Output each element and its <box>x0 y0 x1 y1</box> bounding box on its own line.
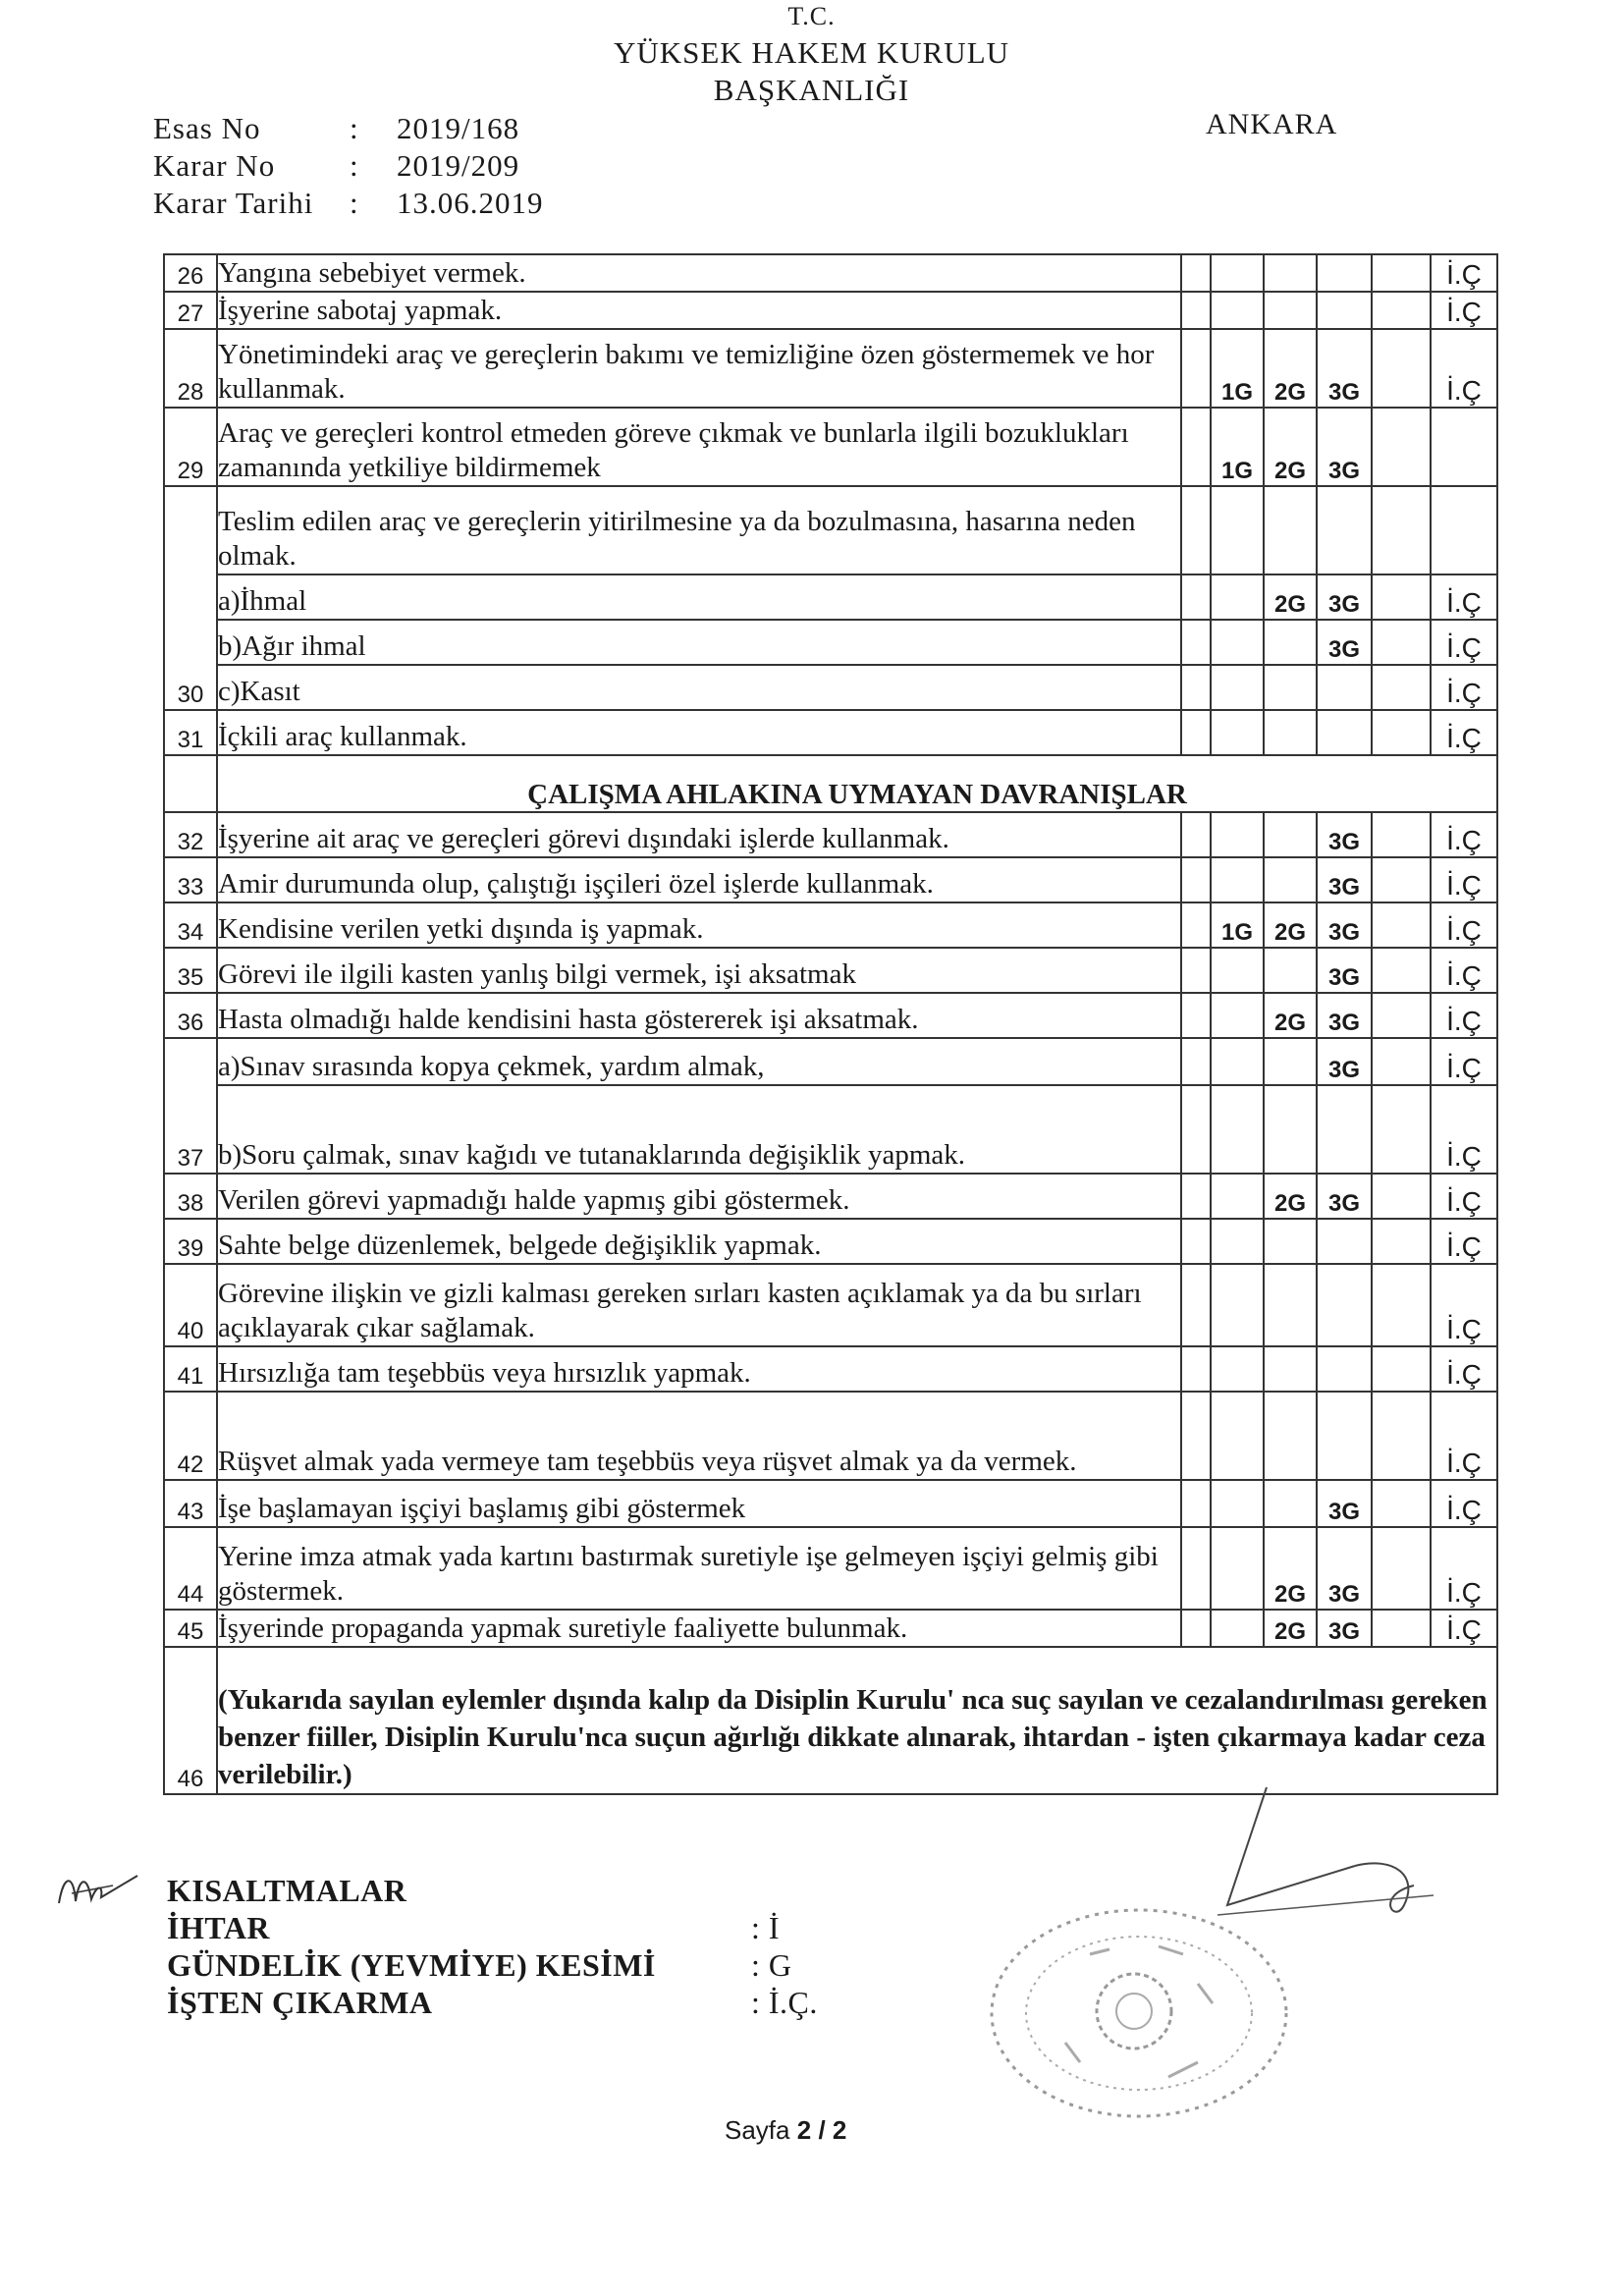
penalty-ihtar-cell <box>1372 993 1431 1038</box>
penalty-1g <box>1211 1038 1264 1085</box>
penalty-dismissal: İ.Ç <box>1431 1264 1497 1346</box>
table-row <box>164 292 1497 329</box>
table-row <box>164 812 1497 857</box>
penalty-3g: 3G <box>1317 812 1372 857</box>
row-number: 38 <box>164 1174 217 1219</box>
row-description: a)Sınav sırasında kopya çekmek, yardım almak, <box>217 1038 1181 1085</box>
penalty-2g: 2G <box>1264 993 1317 1038</box>
row-description: b)Soru çalmak, sınav kağıdı ve tutanaklarında değişiklik yapmak. <box>217 1085 1181 1174</box>
penalty-1g <box>1211 1085 1264 1174</box>
penalty-1g <box>1211 857 1264 902</box>
meta-key: Karar No <box>153 148 276 183</box>
row-number: 43 <box>164 1480 217 1527</box>
penalty-ihtar-cell <box>1372 1392 1431 1480</box>
table-row <box>164 1480 1497 1527</box>
row-description: Görevi ile ilgili kasten yanlış bilgi vermek, işi aksatmak <box>217 948 1181 993</box>
row-description: Sahte belge düzenlemek, belgede değişiklik yapmak. <box>217 1219 1181 1264</box>
row-number: 46 <box>164 1647 217 1794</box>
penalty-1g <box>1211 1219 1264 1264</box>
row-number: 32 <box>164 812 217 857</box>
meta-row-tarih: Karar Tarihi : 13.06.2019 <box>153 186 544 220</box>
penalty-dismissal: İ.Ç <box>1431 1392 1497 1480</box>
penalty-3g <box>1317 1085 1372 1174</box>
penalty-1g <box>1211 710 1264 755</box>
table-row <box>164 574 1497 620</box>
official-seal-stamp <box>972 1895 1306 2131</box>
header-tc: T.C. <box>787 2 836 30</box>
penalty-1g: 1G <box>1211 902 1264 948</box>
penalty-2g <box>1264 620 1317 665</box>
discipline-table <box>163 253 1498 1795</box>
row-number: 44 <box>164 1527 217 1610</box>
penalty-2g <box>1264 292 1317 329</box>
row-description: İşyerine sabotaj yapmak. <box>217 292 1181 329</box>
penalty-ihtar-cell <box>1372 574 1431 620</box>
penalty-dismissal <box>1431 408 1497 486</box>
section-header-row <box>164 755 1497 812</box>
penalty-3g <box>1317 665 1372 710</box>
row-description: Verilen görevi yapmadığı halde yapmış gibi göstermek. <box>217 1174 1181 1219</box>
penalty-ihtar-cell <box>1372 1610 1431 1647</box>
penalty-empty-cell <box>1181 620 1211 665</box>
penalty-2g: 2G <box>1264 574 1317 620</box>
penalty-ihtar-cell <box>1372 948 1431 993</box>
meta-value: 13.06.2019 <box>397 186 544 220</box>
penalty-ihtar-cell <box>1372 1038 1431 1085</box>
penalty-empty-cell <box>1181 1264 1211 1346</box>
row-description: Hırsızlığa tam teşebbüs veya hırsızlık yapmak. <box>217 1346 1181 1392</box>
penalty-empty-cell <box>1181 408 1211 486</box>
penalty-1g <box>1211 620 1264 665</box>
abbreviation-row: İŞTEN ÇIKARMA : İ.Ç. <box>167 1985 818 2020</box>
table-row <box>164 948 1497 993</box>
penalty-1g <box>1211 1610 1264 1647</box>
penalty-3g: 3G <box>1317 1527 1372 1610</box>
row-description: Amir durumunda olup, çalıştığı işçileri özel işlerde kullanmak. <box>217 857 1181 902</box>
penalty-dismissal: İ.Ç <box>1431 1038 1497 1085</box>
penalty-empty-cell <box>1181 1610 1211 1647</box>
row-number: 27 <box>164 292 217 329</box>
penalty-ihtar-cell <box>1372 292 1431 329</box>
abbreviations <box>167 1872 818 2021</box>
penalty-ihtar-cell <box>1372 665 1431 710</box>
penalty-dismissal: İ.Ç <box>1431 1527 1497 1610</box>
meta-key: Karar Tarihi <box>153 186 314 220</box>
penalty-ihtar-cell <box>1372 710 1431 755</box>
row-description: Hasta olmadığı halde kendisini hasta göstererek işi aksatmak. <box>217 993 1181 1038</box>
penalty-3g <box>1317 710 1372 755</box>
row-number: 41 <box>164 1346 217 1392</box>
penalty-2g: 2G <box>1264 902 1317 948</box>
table-row <box>164 1038 1497 1085</box>
page-number: Sayfa 2 / 2 <box>725 2115 847 2145</box>
penalty-1g <box>1211 1527 1264 1610</box>
penalty-1g <box>1211 1174 1264 1219</box>
table-row <box>164 1346 1497 1392</box>
abbreviations-title: KISALTMALAR <box>167 1873 407 1908</box>
row-number: 34 <box>164 902 217 948</box>
penalty-2g <box>1264 486 1317 574</box>
penalty-1g <box>1211 812 1264 857</box>
row-description: Yerine imza atmak yada kartını bastırmak suretiyle işe gelmeyen işçiyi gelmiş gibi göstermek. <box>217 1527 1181 1610</box>
institution-department: BAŞKANLIĞI <box>713 73 910 107</box>
penalty-3g <box>1317 292 1372 329</box>
penalty-empty-cell <box>1181 857 1211 902</box>
meta-value: 2019/209 <box>397 148 520 183</box>
meta-key: Esas No <box>153 111 261 145</box>
row-description: Görevine ilişkin ve gizli kalması gereken sırları kasten açıklamak ya da bu sırları açıklayarak çıkar sağlamak. <box>217 1264 1181 1346</box>
penalty-ihtar-cell <box>1372 620 1431 665</box>
penalty-3g: 3G <box>1317 902 1372 948</box>
penalty-ihtar-cell <box>1372 408 1431 486</box>
penalty-ihtar-cell <box>1372 812 1431 857</box>
penalty-2g <box>1264 710 1317 755</box>
penalty-3g <box>1317 1264 1372 1346</box>
penalty-2g <box>1264 254 1317 292</box>
row-description: Kendisine verilen yetki dışında iş yapmak. <box>217 902 1181 948</box>
penalty-3g <box>1317 1219 1372 1264</box>
row-number: 26 <box>164 254 217 292</box>
penalty-ihtar-cell <box>1372 902 1431 948</box>
penalty-3g <box>1317 486 1372 574</box>
table-row <box>164 1527 1497 1610</box>
penalty-1g <box>1211 665 1264 710</box>
table-row <box>164 1264 1497 1346</box>
penalty-empty-cell <box>1181 902 1211 948</box>
meta-row-karar: Karar No : 2019/209 <box>153 148 520 183</box>
penalty-dismissal: İ.Ç <box>1431 1346 1497 1392</box>
initials-signature <box>54 1864 142 1913</box>
row-number: 45 <box>164 1610 217 1647</box>
table-row <box>164 710 1497 755</box>
penalty-ihtar-cell <box>1372 329 1431 408</box>
penalty-2g <box>1264 1085 1317 1174</box>
meta-value: 2019/168 <box>397 111 520 145</box>
penalty-2g <box>1264 1480 1317 1527</box>
table-row <box>164 1174 1497 1219</box>
table-row <box>164 1085 1497 1174</box>
table-row <box>164 329 1497 408</box>
penalty-dismissal: İ.Ç <box>1431 857 1497 902</box>
row-description: a)İhmal <box>217 574 1181 620</box>
penalty-1g <box>1211 574 1264 620</box>
institution-name: YÜKSEK HAKEM KURULU <box>613 35 1010 70</box>
table-row <box>164 993 1497 1038</box>
table-row <box>164 665 1497 710</box>
penalty-empty-cell <box>1181 292 1211 329</box>
penalty-empty-cell <box>1181 486 1211 574</box>
penalty-dismissal: İ.Ç <box>1431 620 1497 665</box>
penalty-1g: 1G <box>1211 329 1264 408</box>
meta-row-esas: Esas No : 2019/168 <box>153 111 520 145</box>
penalty-1g <box>1211 948 1264 993</box>
penalty-empty-cell <box>1181 1174 1211 1219</box>
penalty-2g: 2G <box>1264 1174 1317 1219</box>
table-row <box>164 408 1497 486</box>
penalty-empty-cell <box>1181 1038 1211 1085</box>
row-number: 33 <box>164 857 217 902</box>
table-row <box>164 254 1497 292</box>
penalty-3g: 3G <box>1317 408 1372 486</box>
table-row <box>164 620 1497 665</box>
penalty-dismissal: İ.Ç <box>1431 1085 1497 1174</box>
penalty-empty-cell <box>1181 1346 1211 1392</box>
penalty-dismissal: İ.Ç <box>1431 902 1497 948</box>
penalty-3g: 3G <box>1317 993 1372 1038</box>
penalty-dismissal <box>1431 486 1497 574</box>
penalty-2g: 2G <box>1264 1610 1317 1647</box>
penalty-1g <box>1211 1346 1264 1392</box>
penalty-ihtar-cell <box>1372 1174 1431 1219</box>
penalty-2g <box>1264 857 1317 902</box>
penalty-empty-cell <box>1181 1392 1211 1480</box>
penalty-3g <box>1317 1346 1372 1392</box>
table-row <box>164 1392 1497 1480</box>
penalty-dismissal: İ.Ç <box>1431 710 1497 755</box>
penalty-dismissal: İ.Ç <box>1431 574 1497 620</box>
penalty-ihtar-cell <box>1372 254 1431 292</box>
penalty-ihtar-cell <box>1372 1085 1431 1174</box>
row-number: 36 <box>164 993 217 1038</box>
row-description: Araç ve gereçleri kontrol etmeden göreve çıkmak ve bunlarla ilgili bozuklukları zamanında yetkiliye bildirmemek <box>217 408 1181 486</box>
penalty-3g: 3G <box>1317 1038 1372 1085</box>
row-number <box>164 755 217 812</box>
penalty-ihtar-cell <box>1372 857 1431 902</box>
penalty-3g: 3G <box>1317 1610 1372 1647</box>
penalty-ihtar-cell <box>1372 486 1431 574</box>
row-description: İşyerine ait araç ve gereçleri görevi dışındaki işlerde kullanmak. <box>217 812 1181 857</box>
row-description: Rüşvet almak yada vermeye tam teşebbüs veya rüşvet almak ya da vermek. <box>217 1392 1181 1480</box>
penalty-dismissal: İ.Ç <box>1431 1480 1497 1527</box>
row-number: 31 <box>164 710 217 755</box>
penalty-1g <box>1211 292 1264 329</box>
penalty-2g <box>1264 1264 1317 1346</box>
penalty-dismissal: İ.Ç <box>1431 1174 1497 1219</box>
penalty-empty-cell <box>1181 948 1211 993</box>
row-number: 39 <box>164 1219 217 1264</box>
penalty-empty-cell <box>1181 1219 1211 1264</box>
penalty-dismissal: İ.Ç <box>1431 1610 1497 1647</box>
penalty-2g <box>1264 665 1317 710</box>
city-label: ANKARA <box>1206 108 1338 140</box>
section-title: ÇALIŞMA AHLAKINA UYMAYAN DAVRANIŞLAR <box>217 755 1497 812</box>
penalty-1g <box>1211 254 1264 292</box>
penalty-3g: 3G <box>1317 574 1372 620</box>
penalty-3g: 3G <box>1317 857 1372 902</box>
row-description: c)Kasıt <box>217 665 1181 710</box>
penalty-2g <box>1264 1038 1317 1085</box>
penalty-3g: 3G <box>1317 948 1372 993</box>
penalty-empty-cell <box>1181 574 1211 620</box>
penalty-empty-cell <box>1181 1480 1211 1527</box>
penalty-ihtar-cell <box>1372 1219 1431 1264</box>
penalty-dismissal: İ.Ç <box>1431 812 1497 857</box>
penalty-1g: 1G <box>1211 408 1264 486</box>
penalty-1g <box>1211 486 1264 574</box>
penalty-3g: 3G <box>1317 329 1372 408</box>
penalty-2g <box>1264 1219 1317 1264</box>
penalty-empty-cell <box>1181 665 1211 710</box>
penalty-dismissal: İ.Ç <box>1431 292 1497 329</box>
table-row <box>164 486 1497 574</box>
row-description: Yangına sebebiyet vermek. <box>217 254 1181 292</box>
row-number: 35 <box>164 948 217 993</box>
penalty-empty-cell <box>1181 710 1211 755</box>
table-row <box>164 857 1497 902</box>
penalty-1g <box>1211 1480 1264 1527</box>
table-row <box>164 902 1497 948</box>
row-number: 42 <box>164 1392 217 1480</box>
penalty-empty-cell <box>1181 993 1211 1038</box>
row-number: 28 <box>164 329 217 408</box>
penalty-dismissal: İ.Ç <box>1431 948 1497 993</box>
penalty-1g <box>1211 993 1264 1038</box>
row-description: İşyerinde propaganda yapmak suretiyle faaliyette bulunmak. <box>217 1610 1181 1647</box>
row-number: 30 <box>164 486 217 710</box>
abbreviation-row: İHTAR : İ <box>167 1910 781 1945</box>
penalty-1g <box>1211 1264 1264 1346</box>
penalty-empty-cell <box>1181 1085 1211 1174</box>
penalty-3g: 3G <box>1317 1480 1372 1527</box>
row-description: Teslim edilen araç ve gereçlerin yitirilmesine ya da bozulmasına, hasarına neden olmak. <box>217 486 1181 574</box>
row-number: 40 <box>164 1264 217 1346</box>
penalty-ihtar-cell <box>1372 1264 1431 1346</box>
penalty-3g: 3G <box>1317 620 1372 665</box>
penalty-empty-cell <box>1181 812 1211 857</box>
penalty-2g <box>1264 1392 1317 1480</box>
table-row <box>164 1610 1497 1647</box>
penalty-2g <box>1264 1346 1317 1392</box>
penalty-2g <box>1264 948 1317 993</box>
table-row <box>164 1219 1497 1264</box>
penalty-ihtar-cell <box>1372 1480 1431 1527</box>
penalty-2g: 2G <box>1264 408 1317 486</box>
penalty-dismissal: İ.Ç <box>1431 329 1497 408</box>
penalty-2g: 2G <box>1264 1527 1317 1610</box>
note-text: (Yukarıda sayılan eylemler dışında kalıp da Disiplin Kurulu' nca suç sayılan ve cezalandırılması gereken benzer fiiller, Disiplin Kurulu'nca suçun ağırlığı dikkate alınarak, ihtardan - işten çıkarmaya kadar ceza verilebilir.) <box>217 1647 1497 1794</box>
abbreviation-row: GÜNDELİK (YEVMİYE) KESİMİ : G <box>167 1947 792 1983</box>
penalty-empty-cell <box>1181 329 1211 408</box>
row-description: İçkili araç kullanmak. <box>217 710 1181 755</box>
penalty-ihtar-cell <box>1372 1527 1431 1610</box>
penalty-2g: 2G <box>1264 329 1317 408</box>
row-description: Yönetimindeki araç ve gereçlerin bakımı ve temizliğine özen göstermemek ve hor kullanmak. <box>217 329 1181 408</box>
row-description: İşe başlamayan işçiyi başlamış gibi göstermek <box>217 1480 1181 1527</box>
penalty-ihtar-cell <box>1372 1346 1431 1392</box>
penalty-3g <box>1317 1392 1372 1480</box>
penalty-2g <box>1264 812 1317 857</box>
penalty-empty-cell <box>1181 1527 1211 1610</box>
penalty-empty-cell <box>1181 254 1211 292</box>
penalty-3g: 3G <box>1317 1174 1372 1219</box>
penalty-dismissal: İ.Ç <box>1431 254 1497 292</box>
row-description: b)Ağır ihmal <box>217 620 1181 665</box>
penalty-3g <box>1317 254 1372 292</box>
penalty-dismissal: İ.Ç <box>1431 665 1497 710</box>
penalty-dismissal: İ.Ç <box>1431 993 1497 1038</box>
row-number: 37 <box>164 1038 217 1174</box>
case-metadata <box>153 110 544 222</box>
row-number: 29 <box>164 408 217 486</box>
penalty-dismissal: İ.Ç <box>1431 1219 1497 1264</box>
penalty-1g <box>1211 1392 1264 1480</box>
